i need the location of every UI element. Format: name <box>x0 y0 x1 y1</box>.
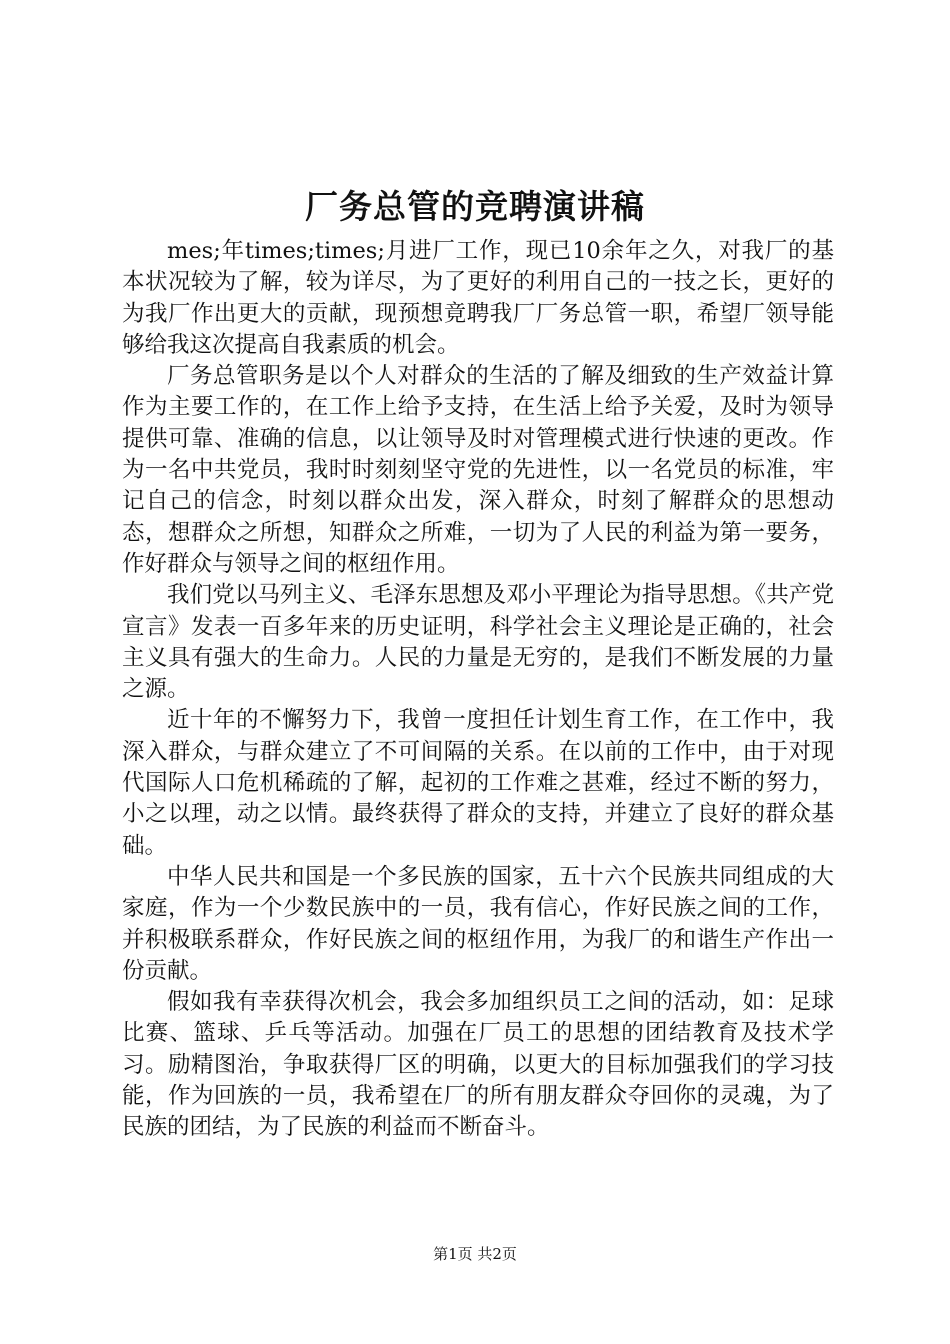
paragraph: 近十年的不懈努力下，我曾一度担任计划生育工作，在工作中，我深入群众，与群众建立了不可间隔的关系。在以前的工作中，由于对现代国际人口危机稀疏的了解，起初的工作难之甚难，经过不断的努力，小之以理，动之以情。最终获得了群众的支持，并建立了良好的群众基础。 <box>122 707 834 859</box>
paragraph: 厂务总管职务是以个人对群众的生活的了解及细致的生产效益计算作为主要工作的，在工作上给予支持，在生活上给予关爱，及时为领导提供可靠、准确的信息，以让领导及时对管理模式进行快速的更改。作为一名中共党员，我时时刻刻坚守党的先进性，以一名党员的标准，牢记自己的信念，时刻以群众出发，深入群众，时刻了解群众的思想动态，想群众之所想，知群众之所难，一切为了人民的利益为第一要务，作好群众与领导之间的枢纽作用。 <box>122 363 834 577</box>
paragraph: 中华人民共和国是一个多民族的国家，五十六个民族共同组成的大家庭，作为一个少数民族中的一员，我有信心，作好民族之间的工作，并积极联系群众，作好民族之间的枢纽作用，为我厂的和谐生产作出一份贡献。 <box>122 863 834 984</box>
paragraph: mes;年times;times;月进厂工作，现已10余年之久，对我厂的基本状况较为了解，较为详尽，为了更好的利用自己的一技之长，更好的为我厂作出更大的贡献，现预想竟聘我厂厂务总管一职，希望厂领导能够给我这次提高自我素质的机会。 <box>122 238 834 358</box>
page-number-footer: 第1页 共2页 <box>433 1245 517 1263</box>
paragraph: 假如我有幸获得次机会，我会多加组织员工之间的活动，如：足球比赛、篮球、乒乓等活动。加强在厂员工的思想的团结教育及技术学习。励精图治，争取获得厂区的明确，以更大的目标加强我们的学习技能，作为回族的一员，我希望在厂的所有朋友群众夺回你的灵魂，为了民族的团结，为了民族的利益而不断奋斗。 <box>122 989 834 1141</box>
paragraph: 我们党以马列主义、毛泽东思想及邓小平理论为指导思想。《共产党宣言》发表一百多年来的历史证明，科学社会主义理论是正确的，社会主义具有强大的生命力。人民的力量是无穷的，是我们不断发展的力量之源。 <box>122 582 834 703</box>
document-body <box>122 236 834 1144</box>
document-title: 厂务总管的竞聘演讲稿 <box>305 187 645 226</box>
